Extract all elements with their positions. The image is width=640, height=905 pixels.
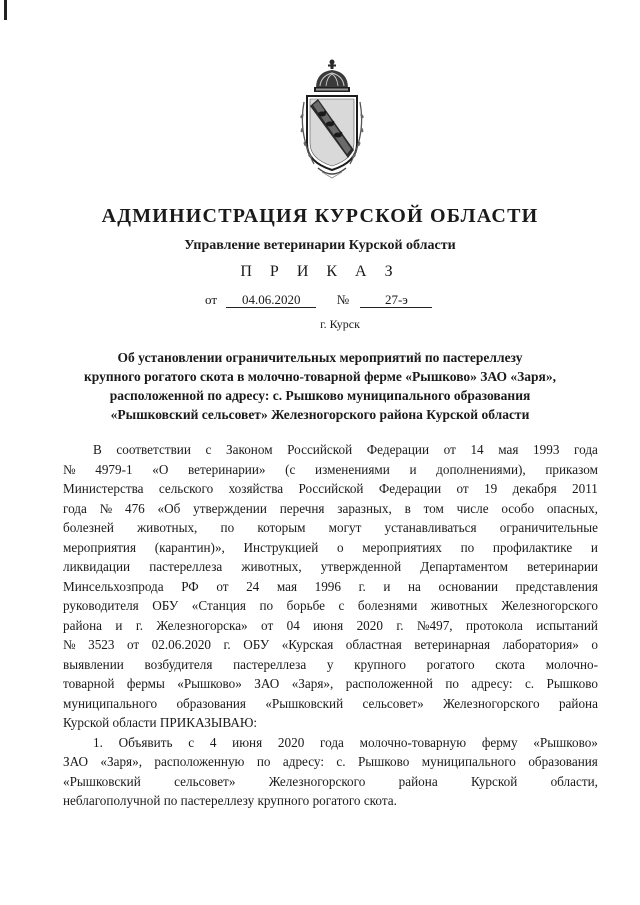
body-word: приказом — [545, 461, 598, 477]
number-prefix: № — [336, 292, 350, 307]
body-word: о — [337, 539, 344, 555]
department-name: Управление ветеринарии Курской области — [184, 238, 456, 253]
body-word: молочно-товарную — [359, 734, 467, 750]
body-word: образования — [176, 695, 247, 711]
body-word: В — [93, 442, 102, 457]
body-line — [63, 655, 598, 675]
body-word: Рышково — [357, 754, 410, 769]
body-line — [63, 460, 598, 480]
body-word: борьбе — [286, 598, 325, 613]
body-word: сельсовет» — [362, 695, 424, 711]
body-line — [63, 538, 598, 558]
body-word: испытаний — [536, 617, 598, 633]
body-word: от — [261, 617, 274, 633]
body-word: болезней — [63, 520, 114, 535]
body-word: 1993 — [533, 442, 560, 457]
body-word: пастереллеза — [149, 559, 223, 574]
body-word: ОБУ — [243, 637, 270, 652]
body-word: Рышково — [546, 676, 598, 691]
body-word: с — [188, 734, 195, 750]
body-word: с. — [336, 754, 346, 769]
body-line — [63, 635, 598, 655]
body-word: года — [574, 442, 598, 457]
body-word: «Заря», — [291, 676, 334, 691]
body-word: г. — [396, 617, 404, 633]
body-word: и — [115, 617, 123, 633]
body-word: «Об — [157, 500, 181, 516]
coat-of-arms-icon — [296, 58, 368, 180]
body-word: 14 — [470, 442, 484, 457]
body-word: и — [409, 461, 417, 477]
body-word: ветеринарная — [414, 637, 491, 652]
body-word: руководителя — [63, 598, 139, 613]
body-line — [63, 596, 598, 616]
body-word: хозяйства — [228, 481, 284, 496]
body-word: сельсовет» — [174, 773, 236, 789]
body-line — [63, 440, 598, 460]
body-word: на — [408, 578, 421, 594]
body-word: и — [383, 578, 391, 594]
body-line — [63, 616, 598, 636]
body-word: Курской — [471, 773, 518, 789]
body-word: могут — [328, 520, 362, 535]
order-number: 27-э — [360, 293, 432, 308]
body-word: с — [338, 598, 345, 613]
body-word: по — [256, 754, 271, 769]
body-word: года — [63, 500, 87, 516]
body-word: по — [220, 520, 235, 535]
body-word: №497, — [416, 617, 453, 633]
body-word: ограничительные — [499, 520, 598, 535]
order-date: 04.06.2020 — [226, 293, 316, 308]
body-word: перечня — [279, 500, 325, 516]
body-word: ветеринарии» — [188, 461, 266, 477]
body-word: Федерации — [366, 442, 430, 457]
body-word: по — [259, 598, 274, 613]
organization-title: АДМИНИСТРАЦИЯ КУРСКОЙ ОБЛАСТИ — [101, 205, 539, 227]
body-word: Минсельхозпрода — [63, 578, 164, 594]
body-word: выявлении — [63, 656, 124, 672]
body-line — [63, 772, 598, 792]
body-word: у — [326, 656, 334, 672]
body-word: Департаментом — [420, 559, 508, 574]
body-line — [63, 479, 598, 499]
body-word: областная — [345, 637, 402, 652]
body-word: мероприятия — [63, 539, 137, 555]
body-word: № — [63, 461, 76, 477]
body-word: 4979-1 — [95, 461, 133, 477]
body-line — [63, 694, 598, 714]
body-word: района — [558, 695, 598, 711]
date-number-line — [205, 292, 432, 308]
body-word: «Станция — [191, 598, 246, 613]
body-line — [63, 733, 598, 753]
body-word: скота — [495, 656, 526, 672]
body-word: от — [443, 442, 456, 457]
body-word: ОБУ — [152, 598, 179, 613]
body-word: профилактике — [492, 539, 573, 555]
body-line — [63, 557, 598, 577]
body-word: Железногорского — [443, 695, 540, 711]
body-word: «Заря», — [100, 754, 143, 769]
body-word: 24 — [246, 578, 260, 594]
body-word: дополнениями), — [436, 461, 526, 477]
body-word: устанавливаться — [384, 520, 477, 535]
body-word: ликвидации — [63, 559, 131, 574]
body-line — [63, 577, 598, 597]
body-word: животных, — [137, 520, 198, 535]
body-word: изменениями — [315, 461, 390, 477]
body-word: утверждении — [193, 500, 267, 516]
body-word: области, — [550, 773, 598, 789]
order-body — [63, 440, 598, 811]
body-word: животных — [430, 598, 488, 613]
body-word: Законом — [226, 442, 273, 457]
body-word: с — [205, 442, 212, 457]
body-word: образования — [528, 754, 598, 769]
body-word: ЗАО — [63, 754, 88, 769]
body-word: декабря — [512, 481, 557, 496]
body-word: «Рышковский — [63, 773, 141, 789]
body-word: 1996 — [314, 578, 341, 594]
body-word: 04 — [286, 617, 300, 633]
body-word: июня — [313, 617, 344, 633]
body-word: района — [63, 617, 103, 633]
body-word: по — [460, 539, 475, 555]
body-word: адресу: — [282, 754, 324, 769]
body-word: Железногорска» — [156, 617, 248, 633]
body-word: основании — [438, 578, 499, 594]
body-word: представления — [515, 578, 598, 594]
body-word: крупного — [354, 656, 406, 672]
body-word: июня — [232, 734, 263, 750]
body-word: ветеринарии — [527, 559, 598, 574]
body-word: 2020 — [277, 734, 305, 750]
body-word: особо — [501, 500, 535, 516]
body-word: от — [126, 637, 140, 652]
date-prefix: от — [205, 292, 218, 307]
body-word: «О — [152, 461, 169, 477]
body-word: ферму — [481, 734, 518, 750]
body-word: от — [456, 481, 469, 496]
city-line: г. Курск — [320, 317, 360, 331]
body-word: расположенной — [345, 676, 433, 691]
title-line: Об установлении ограничительных мероприятий по пастереллезу — [117, 350, 523, 365]
body-word: соответствии — [116, 442, 191, 457]
body-word: лаборатория» — [502, 637, 579, 652]
body-word: мая — [276, 578, 298, 594]
body-word: Железногорского — [268, 773, 366, 789]
body-line: Курской области ПРИКАЗЫВАЮ: — [63, 715, 258, 730]
body-word: г. — [135, 617, 144, 633]
body-word: 1. — [93, 734, 103, 750]
order-title — [0, 348, 640, 424]
body-word: фермы — [126, 676, 165, 691]
body-word: (с — [285, 461, 296, 477]
body-word: опасных, — [546, 500, 598, 516]
body-word: Министерства — [63, 481, 144, 496]
body-word: возбудителя — [144, 656, 213, 672]
body-word: том — [423, 500, 444, 516]
body-word: 02.06.2020 — [151, 637, 211, 652]
body-word: о — [591, 637, 598, 652]
body-word: сельского — [158, 481, 214, 496]
scan-edge-mark — [4, 0, 7, 20]
body-word: района — [398, 773, 438, 789]
body-word: животных, — [241, 559, 302, 574]
body-word: г. — [358, 578, 366, 594]
body-word: мая — [498, 442, 519, 457]
body-word: г. — [223, 637, 231, 652]
body-word: «Рышково» — [533, 734, 598, 750]
body-word: Федерации — [378, 481, 442, 496]
body-word: Российской — [298, 481, 364, 496]
body-word: болезнями — [357, 598, 418, 613]
body-word: пастереллеза — [233, 656, 307, 672]
body-word: ЗАО — [254, 676, 280, 691]
body-word: № — [99, 500, 113, 516]
body-word: протокола — [465, 617, 523, 633]
document-type: П Р И К А З — [240, 263, 400, 280]
body-word: РФ — [181, 578, 199, 594]
body-word: года — [320, 734, 344, 750]
body-word: (карантин)», — [154, 539, 225, 555]
body-word: и — [590, 539, 598, 555]
body-word: молочно- — [545, 656, 598, 672]
body-word: Российской — [287, 442, 353, 457]
title-line: расположенной по адресу: с. Рышково муниципального образования — [109, 388, 531, 403]
body-word: адресу: — [471, 676, 513, 691]
body-word: «Курская — [281, 637, 334, 652]
body-word: 2020 — [356, 617, 383, 633]
title-line: «Рышковский сельсовет» Железногорского района Курской области — [110, 407, 530, 422]
body-word: товарной — [63, 676, 115, 691]
body-word: 2011 — [572, 481, 598, 496]
body-line — [63, 499, 598, 519]
body-word: заразных, — [337, 500, 392, 516]
body-word: рогатого — [426, 656, 475, 672]
body-word: Инструкцией — [243, 539, 319, 555]
body-word: Железногорского — [501, 598, 598, 613]
body-word: которым — [257, 520, 306, 535]
body-line — [63, 674, 598, 694]
body-word: муниципального — [63, 695, 158, 711]
body-word: утвержденной — [320, 559, 402, 574]
body-line: неблагополучной по пастереллезу крупного рогатого скота. — [63, 793, 397, 808]
body-word: числе — [456, 500, 489, 516]
body-word: муниципального — [421, 754, 516, 769]
body-word: расположенную — [154, 754, 245, 769]
body-word: № — [63, 637, 76, 652]
body-word: 476 — [124, 500, 145, 516]
body-word: мероприятиях — [362, 539, 442, 555]
body-word: в — [404, 500, 411, 516]
body-word: 4 — [209, 734, 217, 750]
body-word: «Рышковский — [265, 695, 344, 711]
body-word: Объявить — [118, 734, 173, 750]
body-line — [63, 518, 598, 538]
body-word: «Рышково» — [177, 676, 242, 691]
body-word: от — [216, 578, 229, 594]
body-word: 3523 — [88, 637, 115, 652]
title-line: крупного рогатого скота в молочно-товарной ферме «Рышково» ЗАО «Заря», — [84, 369, 556, 384]
body-word: по — [445, 676, 459, 691]
body-line — [63, 752, 598, 772]
body-word: 19 — [484, 481, 498, 496]
body-word: с. — [524, 676, 535, 691]
